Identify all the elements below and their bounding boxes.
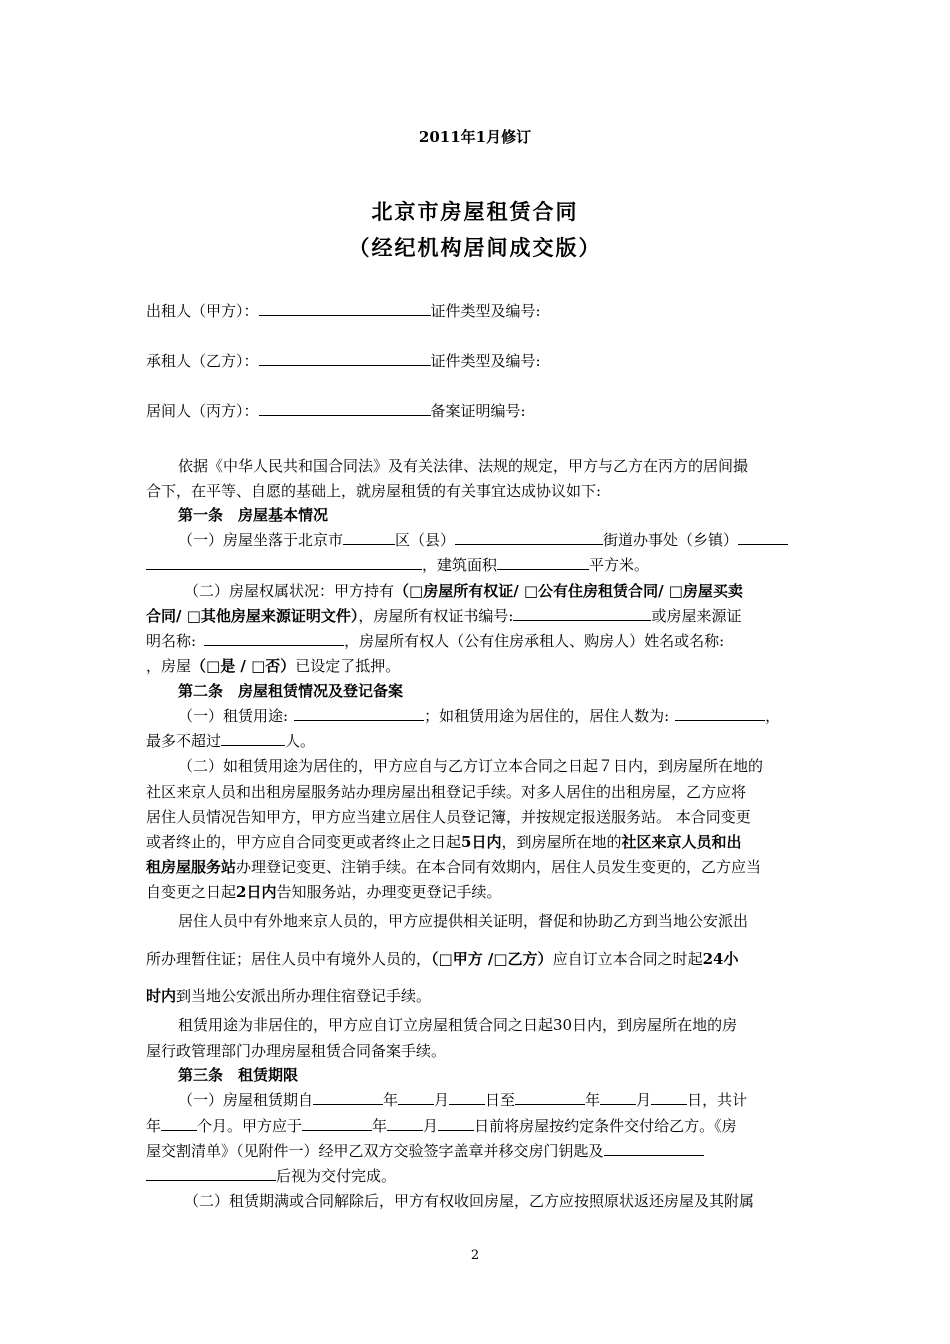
day-to-label: 日至: [485, 1091, 516, 1109]
text: 自变更之日起: [146, 883, 237, 901]
lessee-label: 承租人（乙方）：: [146, 352, 259, 370]
text: 到当地公安派出所办理住宿登记手续。: [176, 987, 432, 1005]
broker-blank[interactable]: [259, 401, 431, 416]
delivery-year-blank[interactable]: [302, 1116, 372, 1131]
art2-max-line: [146, 729, 315, 753]
end-day-blank[interactable]: [651, 1090, 687, 1105]
revision-date: 2011年1月修订: [418, 128, 532, 146]
use-blank[interactable]: [294, 706, 424, 721]
max-label: 最多不超过: [146, 732, 222, 750]
text: 后视为交付完成。: [276, 1167, 397, 1185]
township-blank[interactable]: [738, 530, 788, 545]
broker-label: 居间人（丙方）：: [146, 402, 259, 420]
area-unit: 平方米。: [589, 556, 650, 574]
art2-p2-line-4: [146, 830, 741, 854]
mortgage-options: （□是 / □否）: [191, 657, 296, 675]
text: （一）房屋租赁期自: [178, 1091, 314, 1109]
delivery-day-blank[interactable]: [438, 1116, 474, 1131]
delivery-month-blank[interactable]: [387, 1116, 423, 1131]
month-label: 月: [423, 1117, 439, 1135]
ownership-text: （二）房屋权属状况：甲方持有: [184, 582, 395, 600]
end-month-blank[interactable]: [600, 1090, 636, 1105]
art1-ownership-line-3: [146, 629, 724, 653]
lessee-id-label: 证件类型及编号:: [430, 352, 541, 370]
text: ，到房屋所在地的: [501, 833, 622, 851]
end-year-blank[interactable]: [515, 1090, 585, 1105]
deadline-24-hours: 时内: [146, 987, 177, 1005]
year-label: 年: [585, 1091, 601, 1109]
use-label: （一）租赁用途:: [178, 707, 289, 725]
certificate-number-blank[interactable]: [513, 606, 651, 621]
street-blank[interactable]: [455, 530, 603, 545]
lessor-line: [146, 300, 541, 321]
art2-p2-line-5: [146, 855, 761, 879]
area-blank[interactable]: [497, 555, 589, 570]
art3-term-line-4: [146, 1164, 396, 1188]
broker-line: [146, 400, 526, 421]
deadline-2-days: 2日内: [236, 883, 277, 901]
text: 办理登记变更、注销手续。在本合同有效期内，居住人员发生变更的，乙方应当: [236, 858, 762, 876]
text: 告知服务站，办理变更登记手续。: [276, 883, 502, 901]
art2-p2-line-3: 居住人员情况告知甲方，甲方应当建立居住人员登记簿，并按规定报送服务站。 本合同变更: [146, 808, 751, 826]
year-label: 年: [383, 1091, 399, 1109]
article-1-heading: 第一条 房屋基本情况: [178, 506, 329, 524]
art2-p3-line-1: 居住人员中有外地来京人员的，甲方应提供相关证明，督促和协助乙方到当地公安派出: [178, 912, 749, 930]
art3-p2-line: （二）租赁期满或合同解除后，甲方有权收回房屋，乙方应按照原状返还房屋及其附属: [184, 1192, 755, 1210]
preamble-line-1: 依据《中华人民共和国合同法》及有关法律、法规的规定，甲方与乙方在丙方的居间撮: [178, 457, 749, 475]
preamble-line-2: 合下，在平等、自愿的基础上，就房屋租赁的有关事宜达成协议如下:: [146, 482, 602, 500]
art2-p2-line-1: （二）如租赁用途为居住的，甲方应自与乙方订立本合同之日起７日内，到房屋所在地的: [178, 757, 764, 775]
text: 屋交割清单》（见附件一）经甲乙双方交验签字盖章并移交房门钥匙及: [146, 1142, 604, 1160]
lessor-blank[interactable]: [259, 301, 431, 316]
residents-blank[interactable]: [675, 706, 765, 721]
area-label: ，建筑面积: [422, 556, 498, 574]
ownership-options-2: 合同/ □其他房屋来源证明文件）: [146, 607, 359, 625]
article-2-heading: 第二条 房屋租赁情况及登记备案: [178, 682, 404, 700]
art2-use-line: [178, 705, 780, 726]
certificate-number-label: ，房屋所有权证书编号:: [358, 607, 514, 625]
lessee-blank[interactable]: [259, 351, 431, 366]
street-office-label: 街道办事处（乡镇）: [603, 531, 739, 549]
start-year-blank[interactable]: [313, 1090, 383, 1105]
address-blank[interactable]: [146, 555, 422, 570]
art2-p2-line-2: 社区来京人员和出租房屋服务站办理房屋出租登记手续。对多人居住的出租房屋，乙方应将: [146, 783, 747, 801]
owner-name-label: ，房屋所有权人（公有住房承租人、购房人）姓名或名称:: [344, 632, 725, 650]
mortgage-text-end: 已设定了抵押。: [295, 657, 401, 675]
service-station-bold: 社区来京人员和出: [621, 833, 742, 851]
art2-p4-line-1: 租赁用途为非居住的，甲方应自订立房屋租赁合同之日起30日内，到房屋所在地的房: [178, 1016, 738, 1034]
art1-area-line: [146, 553, 649, 577]
keys-blank-2[interactable]: [146, 1166, 276, 1181]
art2-p4-line-2: 屋行政管理部门办理房屋租赁合同备案手续。: [146, 1042, 447, 1060]
text: 所办理暂住证；居住人员中有境外人员的，: [146, 950, 432, 968]
lessor-label: 出租人（甲方）：: [146, 302, 259, 320]
year-label: 年: [372, 1117, 388, 1135]
source-name-label: 明名称:: [146, 632, 197, 650]
art2-p3-line-2: [146, 947, 738, 971]
art3-term-line-2: [146, 1114, 737, 1138]
text: 日前将房屋按约定条件交付给乙方。《房: [474, 1117, 737, 1135]
broker-filing-label: 备案证明编号:: [430, 402, 526, 420]
residents-label: ；如租赁用途为居住的，居住人数为:: [424, 707, 670, 725]
text: 或者终止的，甲方应自合同变更或者终止之日起: [146, 833, 462, 851]
max-blank[interactable]: [221, 731, 285, 746]
source-name-blank[interactable]: [204, 631, 344, 646]
art1-mortgage-line: [146, 654, 400, 678]
district-label: 区（县）: [395, 531, 456, 549]
month-label: 月: [434, 1091, 450, 1109]
total-label: 日，共计: [687, 1091, 748, 1109]
contract-subtitle: （经纪机构居间成交版）: [348, 235, 602, 260]
art1-ownership-line-2: [146, 604, 741, 628]
ownership-options-1: （□房屋所有权证/ □公有住房租赁合同/ □房屋买卖: [394, 582, 743, 600]
start-day-blank[interactable]: [449, 1090, 485, 1105]
text: 个月。甲方应于: [197, 1117, 303, 1135]
mortgage-text: ，房屋: [146, 657, 192, 675]
keys-blank[interactable]: [604, 1141, 704, 1156]
lessee-line: [146, 350, 541, 371]
start-month-blank[interactable]: [398, 1090, 434, 1105]
art2-p2-line-6: [146, 880, 501, 904]
art1-location-text: （一）房屋坐落于北京市: [178, 531, 344, 549]
service-station-bold: 租房屋服务站: [146, 858, 237, 876]
art2-p3-line-3: [146, 984, 431, 1008]
month-label: 月: [636, 1091, 652, 1109]
art3-term-line-3: [146, 1139, 704, 1163]
art3-term-line-1: [178, 1089, 747, 1110]
deadline-24-hours: 24小: [702, 950, 739, 968]
article-3-heading: 第三条 租赁期限: [178, 1066, 299, 1084]
max-unit: 人。: [285, 732, 316, 750]
source-label-part: 或房屋来源证: [651, 607, 742, 625]
text: 应自订立本合同之时起: [552, 950, 703, 968]
lessor-id-label: 证件类型及编号:: [430, 302, 541, 320]
art1-location-line: [178, 529, 788, 550]
contract-title: 北京市房屋租赁合同: [371, 199, 579, 224]
art1-ownership-line-1: [184, 580, 743, 601]
party-options: （□甲方 /□乙方）: [431, 950, 553, 968]
district-blank[interactable]: [343, 530, 395, 545]
total-years-blank[interactable]: [161, 1116, 197, 1131]
deadline-5-days: 5日内: [461, 833, 502, 851]
year-label: 年: [146, 1117, 162, 1135]
page-number: 2: [470, 1248, 480, 1263]
comma: ，: [765, 707, 781, 725]
